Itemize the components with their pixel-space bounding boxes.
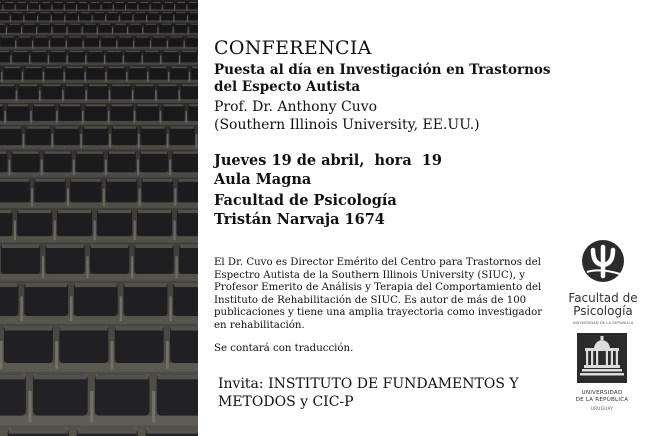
udelar-logo bbox=[572, 333, 632, 411]
speaker-affiliation: (Southern Illinois University, EE.UU.) bbox=[214, 117, 480, 133]
udelar-logo-line3: URUGUAY bbox=[590, 406, 614, 411]
event-venue: Facultad de Psicología bbox=[214, 192, 397, 209]
speaker-name: Prof. Dr. Anthony Cuvo bbox=[214, 99, 378, 115]
seats-illustration bbox=[0, 0, 198, 436]
facultad-psicologia-logo bbox=[563, 238, 643, 325]
event-room: Aula Magna bbox=[214, 171, 312, 188]
invite-line: Invita: INSTITUTO DE FUNDAMENTOS Y METODOS y CIC-P bbox=[218, 376, 519, 410]
university-building-icon bbox=[577, 333, 627, 383]
event-type: CONFERENCIA bbox=[214, 37, 372, 59]
event-date-time: Jueves 19 de abril, hora 19 bbox=[214, 152, 442, 169]
conference-title: Puesta al día en Investigación en Trastornos del Especto Autista bbox=[214, 62, 551, 95]
translation-note: Se contará con traducción. bbox=[214, 343, 354, 354]
speaker-block bbox=[214, 98, 480, 134]
event-address: Tristán Narvaja 1674 bbox=[214, 211, 385, 228]
facultad-logo-sub: UNIVERSIDAD DE LA REPÚBLICA bbox=[572, 321, 634, 325]
speaker-bio: El Dr. Cuvo es Director Emérito del Centro para Trastornos del Espectro Autista de la Southern Illinois University (SIUC), y Profesor Emerito de Análisis y Terapia del Comportamiento del Instituto de Rehabilitación de SIUC. Es autor de más de 100 publicaciones y tiene una amplia trayectoria como investigador en rehabilitación. bbox=[214, 257, 543, 331]
facultad-logo-line1: Facultad de bbox=[568, 291, 638, 305]
udelar-logo-line1: UNIVERSIDAD bbox=[581, 390, 623, 396]
facultad-logo-line2: Psicología bbox=[573, 304, 633, 318]
psi-emblem-icon bbox=[580, 238, 626, 284]
auditorium-seats-photo bbox=[0, 0, 198, 436]
udelar-logo-line2: DE LA REPÚBLICA bbox=[575, 397, 629, 403]
